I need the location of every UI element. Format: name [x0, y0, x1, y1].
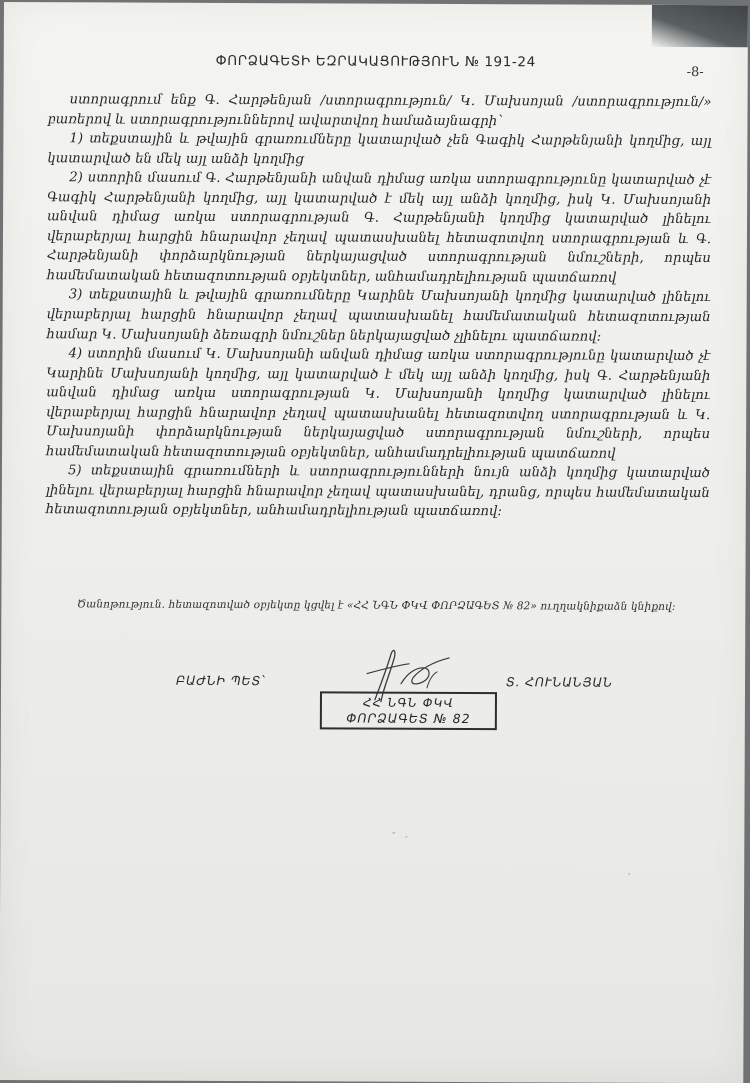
page-corner-shadow — [652, 5, 748, 47]
finding-item-3: 3) տեքստային և թվային գրառումները Կարինե Մախսոյանի կողմից կատարված լինելու վերաբերյալ հարցին հնարավոր չեղավ պատասխանել համեմատական հետազոտության համար Կ. Մախսոյանի ձեռագրի նմուշներ ներկայացված չլինելու պատճառով: — [46, 287, 711, 345]
document-title: ՓՈՐՁԱԳԵՏԻ ԵԶՐԱԿԱՑՈՒԹՅՈՒՆ № 191-24 — [215, 52, 536, 71]
finding-item-4: 4) ստորին մասում Կ. Մախսոյանի անվան դիմաց առկա ստորագրությունը կատարված չէ Կարինե Մախսոյանի կողմից, այլ կատարված է մեկ այլ անձի կողմից, իսկ Գ. Հարթենյանի անվան դիմաց առկա ստորագրության Կ. Մախսոյանի կողմից կատարված լինելու վերաբերյալ հարցին հնարավոր չեղավ պատասխանել հետազոտվող ստորագրության և Կ. Մախսոյանի փորձարկնության ներկայացված ստորագրության նմուշների, որպես համեմատական հետազոտության օբյեկտներ, անհամադրելիության պատճառով — [46, 346, 711, 462]
expert-stamp — [320, 691, 497, 730]
paper-specks — [4, 2, 748, 5]
position-title: ԲԱԺՆԻ ՊԵՏ՝ — [176, 672, 265, 689]
page-header — [4, 52, 748, 79]
finding-item-2: 2) ստորին մասում Գ. Հարթենյանի անվան դիմաց առկա ստորագրությունը կատարված չէ Գագիկ Հարթենյանի կողմից, այլ կատարված է մեկ այլ անձի կողմից, իսկ Կ. Մախսոյանի անվան դիմաց առկա ստորագրության Գ. Հարթենյանի կողմից կատարված լինելու վերաբերյալ հարցին հնարավոր չեղավ պատասխանել հետազոտվող ստորագրության և Գ. Հարթենյանի փորձարկնության ներկայացված ստորագրության նմուշների, որպես համեմատական հետազոտության օբյեկտներ, անհամադրելիության պատճառով — [46, 170, 712, 286]
finding-item-5: 5) տեքստային գրառումների և ստորագրությունների նույն անձի կողմից կատարված լինելու վերաբերյալ հարցին հնարավոր չեղավ պատասխանել, դրանց, որպես համեմատական հետազոտության օբյեկտներ, անհամադրելիության պատճառով: — [45, 463, 710, 520]
stamp-line-2: ՓՈՐՁԱԳԵՏ № 82 — [346, 710, 471, 727]
intro-paragraph: ստորագրում ենք Գ. Հարթենյան /ստորագրություն/ Կ. Մախսոյան /ստորագրություն/» բառերով և ստորագրություններով ավարտվող համաձայնագրի` — [47, 92, 712, 129]
stamp-line-1: ՀՀ ՆԳՆ ՓԿՎ — [362, 695, 454, 710]
finding-item-1: 1) տեքստային և թվային գրառումները կատարված չեն Գագիկ Հարթենյանի կողմից, այլ կատարված են մեկ այլ անձի կողմից — [47, 131, 712, 167]
page-number: -8- — [686, 64, 704, 81]
body-text — [46, 90, 712, 523]
document-page — [0, 2, 748, 1083]
footnote: Ծանոթություն. հետազոտված օբյեկտը կցվել է «ՀՀ ՆԳՆ ՓԿՎ ՓՈՐՁԱԳԵՏ № 82» ուղղակնիքաձն կնիքով: — [77, 598, 676, 613]
signatory-name: Տ. ՀՈՒՆԱՆՅԱՆ — [506, 674, 613, 690]
